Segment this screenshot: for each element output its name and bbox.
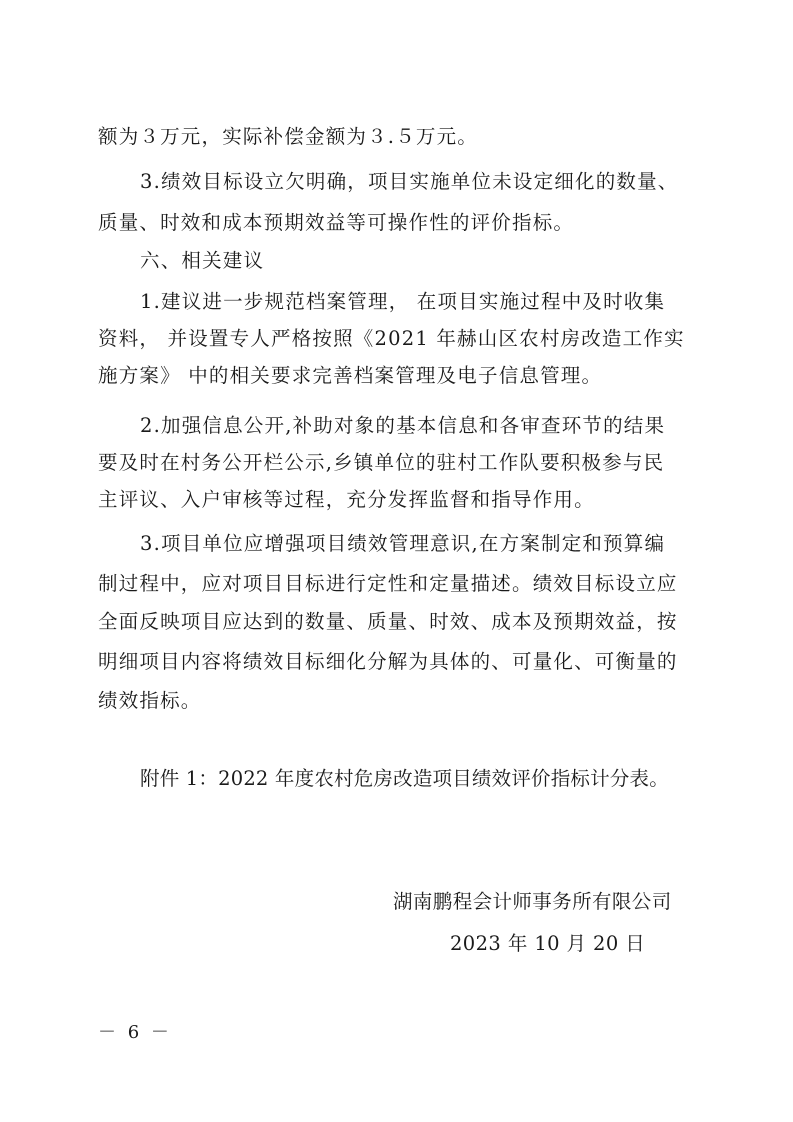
body-line-2: 3.绩效目标设立欠明确，项目实施单位未设定细化的数量、: [140, 170, 679, 193]
body-line-9: 要及时在村务公开栏公示,乡镇单位的驻村工作队要积极参与民: [98, 451, 665, 474]
body-line-3: 质量、时效和成本预期效益等可操作性的评价指标。: [98, 211, 575, 234]
body-line-1: 额为３万元，实际补偿金额为３.５万元。: [98, 125, 478, 148]
body-line-7: 施方案》 中的相关要求完善档案管理及电子信息管理。: [98, 364, 603, 387]
page-number: － 6 －: [98, 1022, 172, 1043]
signature-company: 湖南鹏程会计师事务所有限公司: [393, 890, 672, 913]
signature-date: 2023 年 10 月 20 日: [450, 932, 646, 955]
body-line-10: 主评议、入户审核等过程，充分发挥监督和指导作用。: [98, 488, 595, 511]
body-line-8: 2.加强信息公开,补助对象的基本信息和各审查环节的结果: [140, 414, 666, 437]
body-line-6: 资料， 并设置专人严格按照《2021 年赫山区农村房改造工作实: [98, 327, 685, 350]
section-heading-recommendations: 六、相关建议: [140, 249, 265, 272]
body-line-11: 3.项目单位应增强项目绩效管理意识,在方案制定和预算编: [140, 532, 666, 555]
body-line-13: 全面反映项目应达到的数量、质量、时效、成本及预期效益，按: [98, 610, 678, 633]
attachment-note: 附件 1：2022 年度农村危房改造项目绩效评价指标计分表。: [140, 767, 669, 790]
body-line-15: 绩效指标。: [98, 689, 202, 712]
body-line-14: 明细项目内容将绩效目标细化分解为具体的、可量化、可衡量的: [98, 650, 678, 673]
body-line-12: 制过程中，应对项目目标进行定性和定量描述。绩效目标设立应: [98, 572, 678, 595]
body-line-5: 1.建议进一步规范档案管理， 在项目实施过程中及时收集: [140, 290, 666, 313]
